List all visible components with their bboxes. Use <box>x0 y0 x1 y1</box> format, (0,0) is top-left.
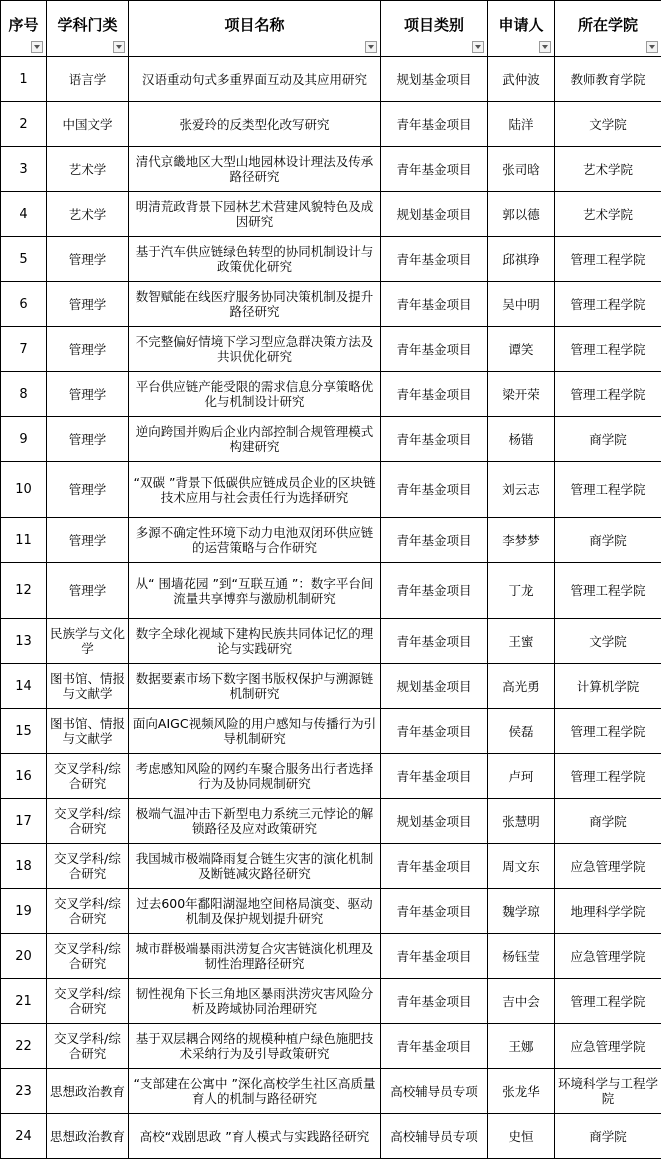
col-header-applicant: 申请人 <box>488 1 555 57</box>
cell-college: 管理工程学院 <box>555 327 661 372</box>
cell-college: 管理工程学院 <box>555 709 661 754</box>
cell-college: 文学院 <box>555 102 661 147</box>
cell-index: 24 <box>1 1114 47 1159</box>
cell-college: 商学院 <box>555 799 661 844</box>
table-row <box>1 462 661 518</box>
cell-project-type: 青年基金项目 <box>381 102 488 147</box>
cell-college: 管理工程学院 <box>555 372 661 417</box>
cell-index: 1 <box>1 57 47 102</box>
cell-discipline: 管理学 <box>47 563 129 619</box>
cell-discipline: 管理学 <box>47 462 129 518</box>
table-row <box>1 979 661 1024</box>
cell-applicant: 李梦梦 <box>488 518 555 563</box>
cell-discipline: 图书馆、情报与文献学 <box>47 664 129 709</box>
cell-project-type: 青年基金项目 <box>381 1024 488 1069</box>
cell-college: 应急管理学院 <box>555 934 661 979</box>
cell-project-type: 高校辅导员专项 <box>381 1069 488 1114</box>
cell-discipline: 管理学 <box>47 282 129 327</box>
table-row <box>1 619 661 664</box>
table-row <box>1 1069 661 1114</box>
cell-project-type: 青年基金项目 <box>381 518 488 563</box>
cell-project-name: 数字全球化视域下建构民族共同体记忆的理论与实践研究 <box>129 619 381 664</box>
cell-project-name: 数据要素市场下数字图书版权保护与溯源链机制研究 <box>129 664 381 709</box>
table-row <box>1 709 661 754</box>
cell-project-type: 青年基金项目 <box>381 619 488 664</box>
cell-project-name: 基于汽车供应链绿色转型的协同机制设计与政策优化研究 <box>129 237 381 282</box>
cell-college: 应急管理学院 <box>555 1024 661 1069</box>
cell-discipline: 管理学 <box>47 417 129 462</box>
cell-project-type: 青年基金项目 <box>381 462 488 518</box>
cell-index: 12 <box>1 563 47 619</box>
table-row <box>1 417 661 462</box>
cell-discipline: 交叉学科/综合研究 <box>47 889 129 934</box>
cell-discipline: 中国文学 <box>47 102 129 147</box>
cell-applicant: 史恒 <box>488 1114 555 1159</box>
cell-applicant: 侯磊 <box>488 709 555 754</box>
cell-index: 17 <box>1 799 47 844</box>
cell-college: 管理工程学院 <box>555 237 661 282</box>
cell-discipline: 图书馆、情报与文献学 <box>47 709 129 754</box>
filter-dropdown-icon[interactable] <box>646 41 658 53</box>
table-row <box>1 563 661 619</box>
cell-discipline: 交叉学科/综合研究 <box>47 1024 129 1069</box>
cell-index: 18 <box>1 844 47 889</box>
cell-discipline: 交叉学科/综合研究 <box>47 844 129 889</box>
cell-applicant: 周文东 <box>488 844 555 889</box>
cell-college: 管理工程学院 <box>555 979 661 1024</box>
table-row <box>1 57 661 102</box>
cell-applicant: 王娜 <box>488 1024 555 1069</box>
cell-applicant: 梁开荣 <box>488 372 555 417</box>
cell-project-name: 城市群极端暴雨洪涝复合灾害链演化机理及韧性治理路径研究 <box>129 934 381 979</box>
cell-project-type: 青年基金项目 <box>381 844 488 889</box>
cell-discipline: 交叉学科/综合研究 <box>47 979 129 1024</box>
cell-project-type: 青年基金项目 <box>381 563 488 619</box>
table-row <box>1 237 661 282</box>
cell-discipline: 思想政治教育 <box>47 1114 129 1159</box>
cell-project-name: 数智赋能在线医疗服务协同决策机制及提升路径研究 <box>129 282 381 327</box>
cell-applicant: 张司晗 <box>488 147 555 192</box>
table-row <box>1 102 661 147</box>
table-row <box>1 844 661 889</box>
cell-project-type: 高校辅导员专项 <box>381 1114 488 1159</box>
cell-discipline: 管理学 <box>47 327 129 372</box>
cell-college: 文学院 <box>555 619 661 664</box>
cell-project-name: 高校“戏剧思政 ”育人模式与实践路径研究 <box>129 1114 381 1159</box>
cell-project-name: 基于双层耦合网络的规模种植户绿色施肥技术采纳行为及引导政策研究 <box>129 1024 381 1069</box>
cell-college: 艺术学院 <box>555 192 661 237</box>
cell-index: 16 <box>1 754 47 799</box>
cell-project-name: 明清荒政背景下园林艺术营建风貌特色及成因研究 <box>129 192 381 237</box>
cell-college: 教师教育学院 <box>555 57 661 102</box>
cell-index: 19 <box>1 889 47 934</box>
cell-applicant: 高光勇 <box>488 664 555 709</box>
cell-college: 管理工程学院 <box>555 462 661 518</box>
table-row <box>1 934 661 979</box>
filter-dropdown-icon[interactable] <box>365 41 377 53</box>
cell-project-name: 汉语重动句式多重界面互动及其应用研究 <box>129 57 381 102</box>
cell-project-name: “支部建在公寓中 ”深化高校学生社区高质量育人的机制与路径研究 <box>129 1069 381 1114</box>
cell-applicant: 陆洋 <box>488 102 555 147</box>
cell-project-type: 青年基金项目 <box>381 237 488 282</box>
cell-project-name: 韧性视角下长三角地区暴雨洪涝灾害风险分析及跨域协同治理研究 <box>129 979 381 1024</box>
cell-index: 22 <box>1 1024 47 1069</box>
cell-project-type: 青年基金项目 <box>381 889 488 934</box>
cell-project-type: 规划基金项目 <box>381 664 488 709</box>
cell-index: 21 <box>1 979 47 1024</box>
cell-index: 4 <box>1 192 47 237</box>
table-row <box>1 518 661 563</box>
filter-dropdown-icon[interactable] <box>31 41 43 53</box>
cell-project-name: 多源不确定性环境下动力电池双闭环供应链的运营策略与合作研究 <box>129 518 381 563</box>
cell-index: 5 <box>1 237 47 282</box>
cell-discipline: 语言学 <box>47 57 129 102</box>
cell-index: 6 <box>1 282 47 327</box>
cell-project-type: 青年基金项目 <box>381 327 488 372</box>
cell-index: 8 <box>1 372 47 417</box>
cell-index: 11 <box>1 518 47 563</box>
cell-project-type: 青年基金项目 <box>381 709 488 754</box>
cell-applicant: 魏学琼 <box>488 889 555 934</box>
cell-applicant: 杨锴 <box>488 417 555 462</box>
cell-index: 15 <box>1 709 47 754</box>
cell-applicant: 吉中会 <box>488 979 555 1024</box>
cell-project-type: 青年基金项目 <box>381 979 488 1024</box>
cell-project-type: 青年基金项目 <box>381 934 488 979</box>
cell-project-name: 极端气温冲击下新型电力系统三元悖论的解锁路径及应对政策研究 <box>129 799 381 844</box>
filter-dropdown-icon[interactable] <box>113 41 125 53</box>
cell-discipline: 艺术学 <box>47 192 129 237</box>
cell-project-name: 我国城市极端降雨复合链生灾害的演化机制及断链减灾路径研究 <box>129 844 381 889</box>
table-row <box>1 889 661 934</box>
cell-project-type: 青年基金项目 <box>381 372 488 417</box>
cell-project-type: 规划基金项目 <box>381 799 488 844</box>
cell-index: 20 <box>1 934 47 979</box>
cell-applicant: 丁龙 <box>488 563 555 619</box>
cell-project-type: 青年基金项目 <box>381 754 488 799</box>
cell-index: 23 <box>1 1069 47 1114</box>
cell-project-name: 过去600年鄱阳湖湿地空间格局演变、驱动机制及保护规划提升研究 <box>129 889 381 934</box>
col-header-project-type: 项目类别 <box>381 1 488 57</box>
cell-project-name: “双碳 ”背景下低碳供应链成员企业的区块链技术应用与社会责任行为选择研究 <box>129 462 381 518</box>
cell-applicant: 武仲波 <box>488 57 555 102</box>
cell-discipline: 艺术学 <box>47 147 129 192</box>
table-row <box>1 327 661 372</box>
filter-dropdown-icon[interactable] <box>539 41 551 53</box>
cell-project-name: 张爱玲的反类型化改写研究 <box>129 102 381 147</box>
table-row <box>1 192 661 237</box>
cell-index: 13 <box>1 619 47 664</box>
table-row <box>1 664 661 709</box>
cell-college: 地理科学学院 <box>555 889 661 934</box>
col-header-discipline: 学科门类 <box>47 1 129 57</box>
cell-project-name: 不完整偏好情境下学习型应急群决策方法及共识优化研究 <box>129 327 381 372</box>
cell-applicant: 杨钰莹 <box>488 934 555 979</box>
cell-college: 艺术学院 <box>555 147 661 192</box>
cell-project-name: 逆向跨国并购后企业内部控制合规管理模式构建研究 <box>129 417 381 462</box>
cell-applicant: 吴中明 <box>488 282 555 327</box>
cell-discipline: 管理学 <box>47 518 129 563</box>
cell-applicant: 王蜜 <box>488 619 555 664</box>
cell-discipline: 交叉学科/综合研究 <box>47 754 129 799</box>
cell-project-name: 平台供应链产能受限的需求信息分享策略优化与机制设计研究 <box>129 372 381 417</box>
table-row <box>1 372 661 417</box>
cell-applicant: 张慧明 <box>488 799 555 844</box>
cell-college: 应急管理学院 <box>555 844 661 889</box>
table-row <box>1 147 661 192</box>
cell-college: 商学院 <box>555 518 661 563</box>
cell-project-type: 青年基金项目 <box>381 282 488 327</box>
cell-applicant: 邱祺琤 <box>488 237 555 282</box>
cell-index: 7 <box>1 327 47 372</box>
col-header-project-name: 项目名称 <box>129 1 381 57</box>
cell-discipline: 交叉学科/综合研究 <box>47 799 129 844</box>
cell-index: 9 <box>1 417 47 462</box>
cell-applicant: 谭笑 <box>488 327 555 372</box>
cell-applicant: 郭以德 <box>488 192 555 237</box>
col-header-college: 所在学院 <box>555 1 661 57</box>
cell-discipline: 民族学与文化学 <box>47 619 129 664</box>
cell-applicant: 张龙华 <box>488 1069 555 1114</box>
cell-project-name: 考虑感知风险的网约车聚合服务出行者选择行为及协同规制研究 <box>129 754 381 799</box>
table-row <box>1 1114 661 1159</box>
table-row <box>1 282 661 327</box>
header-row <box>1 1 661 57</box>
cell-index: 14 <box>1 664 47 709</box>
cell-index: 3 <box>1 147 47 192</box>
cell-discipline: 管理学 <box>47 372 129 417</box>
cell-project-type: 规划基金项目 <box>381 192 488 237</box>
table-row <box>1 799 661 844</box>
cell-college: 商学院 <box>555 1114 661 1159</box>
filter-dropdown-icon[interactable] <box>472 41 484 53</box>
cell-index: 2 <box>1 102 47 147</box>
cell-discipline: 管理学 <box>47 237 129 282</box>
cell-project-name: 面向AIGC视频风险的用户感知与传播行为引导机制研究 <box>129 709 381 754</box>
cell-college: 计算机学院 <box>555 664 661 709</box>
col-header-index: 序号 <box>1 1 47 57</box>
cell-discipline: 交叉学科/综合研究 <box>47 934 129 979</box>
cell-applicant: 刘云志 <box>488 462 555 518</box>
table-row <box>1 1024 661 1069</box>
cell-project-type: 青年基金项目 <box>381 147 488 192</box>
cell-index: 10 <box>1 462 47 518</box>
cell-project-type: 青年基金项目 <box>381 417 488 462</box>
cell-college: 管理工程学院 <box>555 282 661 327</box>
cell-college: 管理工程学院 <box>555 754 661 799</box>
cell-project-type: 规划基金项目 <box>381 57 488 102</box>
cell-discipline: 思想政治教育 <box>47 1069 129 1114</box>
cell-project-name: 清代京畿地区大型山地园林设计理法及传承路径研究 <box>129 147 381 192</box>
cell-project-name: 从“ 围墙花园 ”到“互联互通 ”：数字平台间流量共享博弈与激励机制研究 <box>129 563 381 619</box>
table-row <box>1 754 661 799</box>
cell-college: 商学院 <box>555 417 661 462</box>
cell-college: 管理工程学院 <box>555 563 661 619</box>
cell-college: 环境科学与工程学院 <box>555 1069 661 1114</box>
cell-applicant: 卢珂 <box>488 754 555 799</box>
